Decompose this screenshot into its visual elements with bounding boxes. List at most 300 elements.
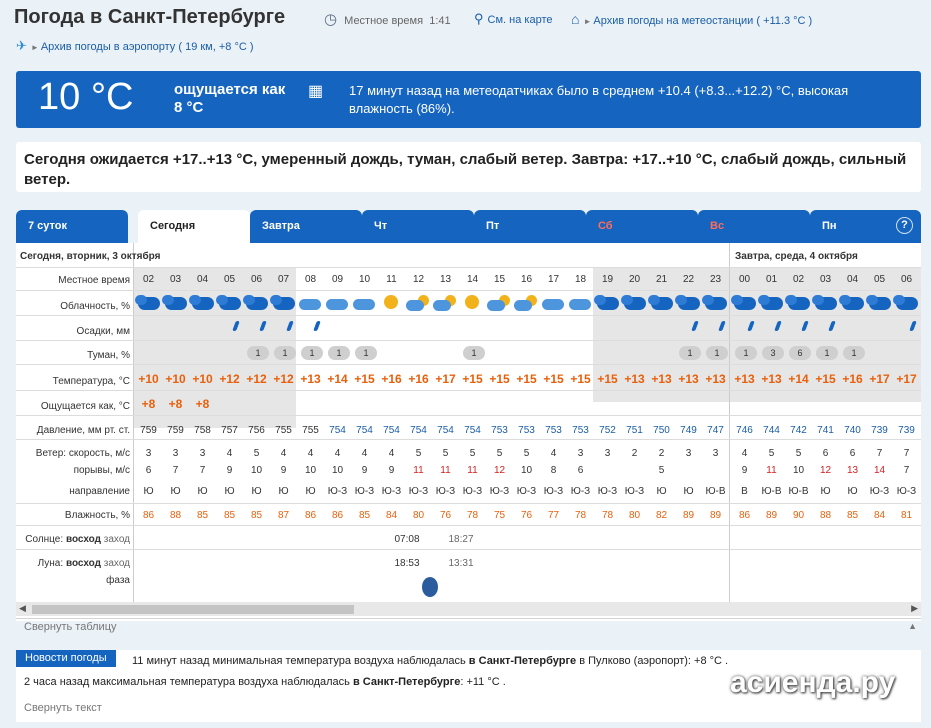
temperature-cell: +14	[327, 372, 348, 386]
station-archive-link[interactable]: ⌂ ► Архив погоды на метеостанции ( +11.3 °С )	[571, 11, 813, 27]
wind-gust-cell: 9	[226, 465, 233, 476]
tab-today[interactable]	[138, 210, 250, 243]
humidity-cell: 86	[142, 510, 155, 521]
wind-direction-cell: Ю-З	[489, 486, 510, 497]
wind-gust-cell: 12	[819, 465, 832, 476]
temperature-cell: +15	[516, 372, 537, 386]
wind-gust-cell: 10	[331, 465, 344, 476]
hour-cell: 02	[142, 274, 155, 285]
row-label-humidity: Влажность, %	[64, 510, 130, 521]
pressure-cell: 758	[194, 425, 211, 436]
humidity-cell: 88	[169, 510, 182, 521]
row-divider	[16, 390, 921, 391]
humidity-cell: 85	[250, 510, 263, 521]
overcast-icon	[785, 294, 811, 312]
map-link[interactable]	[474, 11, 552, 27]
rain-drop-icon	[313, 321, 321, 331]
hour-cell: 17	[547, 274, 560, 285]
sensor-message: 17 минут назад на метеодатчиках было в среднем +10.4 (+8.3...+12.2) °С, высокая влажность (86%).	[349, 83, 849, 116]
pressure-cell: 744	[763, 425, 780, 436]
overcast-icon	[893, 294, 919, 312]
news-city[interactable]: в Санкт-Петербурге	[352, 676, 461, 688]
wind-gust-cell: 10	[304, 465, 317, 476]
humidity-cell: 80	[628, 510, 641, 521]
pressure-cell: 739	[898, 425, 915, 436]
scroll-left-icon[interactable]: ◀	[19, 603, 26, 613]
news-city[interactable]: в Санкт-Петербурге	[468, 655, 577, 667]
temperature-cell: +13	[734, 372, 755, 386]
sunrise-time: 07:08	[394, 534, 420, 545]
hour-cell: 09	[331, 274, 344, 285]
feels-like: ощущается как 8 °C	[174, 81, 286, 116]
tab-7-days[interactable]	[16, 210, 128, 243]
moon-label: Луна:	[37, 558, 64, 569]
moonrise-label: восход	[65, 558, 101, 569]
tab-label: Пн	[822, 220, 837, 232]
humidity-cell: 89	[682, 510, 695, 521]
pressure-cell: 753	[545, 425, 562, 436]
wind-direction-cell: Ю-З	[327, 486, 348, 497]
wind-gust-cell: 9	[280, 465, 287, 476]
wind-direction-cell: Ю-З	[624, 486, 645, 497]
pressure-cell: 756	[248, 425, 265, 436]
temperature-cell: +16	[408, 372, 429, 386]
wind-direction-cell: Ю-З	[570, 486, 591, 497]
wind-direction-cell: Ю	[305, 486, 316, 497]
wind-gust-cell: 14	[873, 465, 886, 476]
page-header	[0, 0, 931, 60]
pressure-cell: 759	[167, 425, 184, 436]
wind-speed-cell: 3	[145, 448, 152, 459]
hour-cell: 02	[792, 274, 805, 285]
news-text: : +11 °С .	[460, 676, 506, 688]
overcast-icon	[648, 294, 674, 312]
wind-direction-cell: Ю-З	[543, 486, 564, 497]
wind-speed-cell: 3	[685, 448, 692, 459]
wind-speed-cell: 4	[280, 448, 287, 459]
temperature-cell: +15	[543, 372, 564, 386]
current-temperature: 10 °C	[38, 76, 134, 118]
wind-direction-cell: Ю-З	[381, 486, 402, 497]
wind-gust-cell: 11	[413, 465, 424, 476]
local-time-value: 1:41	[429, 15, 451, 27]
fog-icon: 1	[355, 346, 377, 360]
humidity-cell: 85	[358, 510, 371, 521]
temperature-cell: +17	[869, 372, 890, 386]
wind-direction-cell: Ю	[251, 486, 262, 497]
row-label-clouds: Облачность, %	[60, 301, 130, 312]
moonset-label: заход	[103, 558, 130, 569]
humidity-cell: 90	[792, 510, 805, 521]
pressure-cell: 755	[302, 425, 319, 436]
wind-gust-cell: 11	[467, 465, 478, 476]
airport-archive-label[interactable]: Архив погоды в аэропорту	[40, 41, 176, 53]
wind-direction-cell: Ю	[820, 486, 831, 497]
wind-speed-cell: 2	[631, 448, 638, 459]
wind-speed-cell: 3	[712, 448, 719, 459]
pressure-cell: 742	[790, 425, 807, 436]
pressure-cell: 740	[844, 425, 861, 436]
airport-info: ( 19 км, +8 °С )	[178, 41, 254, 53]
wind-speed-cell: 4	[334, 448, 341, 459]
day-tabs	[16, 210, 921, 243]
pressure-cell: 754	[383, 425, 400, 436]
hour-cell: 05	[873, 274, 886, 285]
wind-gust-cell: 10	[250, 465, 263, 476]
humidity-cell: 82	[655, 510, 668, 521]
wind-direction-cell: Ю	[847, 486, 858, 497]
moon-phase-icon	[422, 577, 438, 597]
fog-icon: 1	[247, 346, 269, 360]
overcast-icon	[162, 294, 188, 312]
wind-speed-cell: 7	[903, 448, 910, 459]
wind-gust-cell: 6	[145, 465, 152, 476]
airport-archive-link[interactable]: ✈ ► Архив погоды в аэропорту ( 19 км, +8 °С )	[16, 38, 254, 53]
pressure-cell: 749	[680, 425, 697, 436]
hour-cell: 12	[412, 274, 425, 285]
wind-speed-cell: 6	[822, 448, 829, 459]
humidity-cell: 85	[223, 510, 236, 521]
watermark-logo: асиенда.ру	[730, 666, 896, 699]
temperature-cell: +17	[435, 372, 456, 386]
building-icon: ▦	[308, 83, 324, 100]
wind-direction-cell: Ю-З	[354, 486, 375, 497]
wind-speed-cell: 5	[496, 448, 503, 459]
wind-direction-cell: Ю-З	[869, 486, 890, 497]
wind-gust-cell: 11	[440, 465, 451, 476]
hour-cell: 20	[628, 274, 641, 285]
row-label-precip: Осадки, мм	[76, 326, 130, 337]
current-weather-panel	[16, 71, 921, 128]
wind-gust-cell: 10	[792, 465, 805, 476]
sun-icon	[378, 294, 404, 312]
sunset-time: 18:27	[448, 534, 474, 545]
horizontal-scrollbar[interactable]	[16, 602, 921, 616]
temperature-cell: +15	[597, 372, 618, 386]
temperature-cell: +12	[246, 372, 267, 386]
today-date: Сегодня, вторник, 3 октября	[20, 251, 161, 262]
fog-icon: 1	[274, 346, 296, 360]
row-divider	[16, 364, 921, 365]
row-label-feels: Ощущается как, °С	[40, 401, 130, 412]
humidity-cell: 78	[574, 510, 587, 521]
row-label-fog: Туман, %	[87, 350, 130, 361]
feels-like-cell: +8	[195, 397, 210, 411]
row-divider	[16, 415, 921, 416]
hour-cell: 07	[277, 274, 290, 285]
wind-speed-cell: 5	[415, 448, 422, 459]
sunrise-label: восход	[65, 534, 101, 545]
news-text: 11 минут назад минимальная температура воздуха наблюдалась	[132, 655, 466, 667]
wind-speed-cell: 3	[577, 448, 584, 459]
pressure-cell: 750	[653, 425, 670, 436]
partly-cloudy-icon	[486, 294, 512, 312]
hour-cell: 22	[682, 274, 695, 285]
wind-speed-cell: 3	[172, 448, 179, 459]
sun-label: Солнце:	[25, 534, 64, 545]
wind-speed-cell: 4	[550, 448, 557, 459]
tab-label: Вс	[710, 220, 725, 232]
wind-speed-cell: 4	[226, 448, 233, 459]
wind-speed-cell: 2	[658, 448, 665, 459]
hour-cell: 03	[819, 274, 832, 285]
humidity-cell: 89	[765, 510, 778, 521]
wind-direction-cell: Ю-З	[435, 486, 456, 497]
wind-gust-cell: 10	[520, 465, 533, 476]
fog-icon: 3	[762, 346, 784, 360]
tab-label: Сегодня	[150, 220, 196, 232]
wind-speed-cell: 5	[768, 448, 775, 459]
wind-gust-cell: 12	[493, 465, 506, 476]
sunset-label: заход	[103, 534, 130, 545]
temperature-cell: +13	[651, 372, 672, 386]
wind-gust-cell: 9	[361, 465, 368, 476]
humidity-cell: 84	[873, 510, 886, 521]
row-divider	[16, 290, 921, 291]
wind-direction-cell: Ю	[170, 486, 181, 497]
pressure-cell: 752	[599, 425, 616, 436]
wind-speed-cell: 5	[253, 448, 260, 459]
wind-gust-cell: 13	[846, 465, 859, 476]
wind-gust-cell: 9	[388, 465, 395, 476]
scroll-right-icon[interactable]: ▶	[911, 603, 918, 613]
fog-icon: 1	[706, 346, 728, 360]
pressure-cell: 754	[464, 425, 481, 436]
humidity-cell: 85	[196, 510, 209, 521]
help-icon[interactable]: ?	[896, 217, 913, 234]
hour-cell: 10	[358, 274, 371, 285]
collapse-table-button[interactable]	[16, 618, 921, 635]
pressure-cell: 754	[437, 425, 454, 436]
partly-cloudy-icon	[432, 294, 458, 312]
wind-speed-cell: 3	[199, 448, 206, 459]
row-label-gusts: порывы, м/с	[73, 465, 130, 476]
pressure-cell: 759	[140, 425, 157, 436]
row-divider	[16, 267, 921, 268]
cloudy-icon	[540, 294, 566, 312]
hour-cell: 16	[520, 274, 533, 285]
temperature-cell: +15	[570, 372, 591, 386]
temperature-cell: +13	[624, 372, 645, 386]
tab-sun[interactable]	[698, 210, 810, 243]
weather-station-icon: ⌂	[571, 11, 580, 27]
wind-gust-cell: 11	[766, 465, 777, 476]
overcast-icon	[675, 294, 701, 312]
pressure-cell: 753	[518, 425, 535, 436]
pressure-cell: 753	[572, 425, 589, 436]
overcast-icon	[621, 294, 647, 312]
wind-speed-cell: 4	[307, 448, 314, 459]
wind-gust-cell: 5	[658, 465, 665, 476]
overcast-icon	[839, 294, 865, 312]
row-divider	[16, 340, 921, 341]
pressure-cell: 741	[817, 425, 834, 436]
row-divider	[16, 439, 921, 440]
wind-speed-cell: 5	[795, 448, 802, 459]
overcast-icon	[702, 294, 728, 312]
airplane-icon: ✈	[16, 38, 27, 53]
humidity-cell: 86	[738, 510, 751, 521]
wind-direction-cell: Ю	[683, 486, 694, 497]
tab-label: Чт	[374, 220, 388, 232]
pressure-cell: 746	[736, 425, 753, 436]
pressure-cell: 754	[410, 425, 427, 436]
temperature-cell: +15	[489, 372, 510, 386]
overcast-icon	[758, 294, 784, 312]
hour-cell: 00	[738, 274, 751, 285]
hour-cell: 04	[196, 274, 209, 285]
humidity-cell: 78	[601, 510, 614, 521]
row-label-moon	[16, 558, 130, 569]
wind-direction-cell: Ю-З	[462, 486, 483, 497]
tab-label: Сб	[598, 220, 613, 232]
news-text: 2 часа назад максимальная температура воздуха наблюдалась	[24, 676, 350, 688]
row-label-pressure: Давление, мм рт. ст.	[36, 425, 130, 436]
temperature-cell: +16	[842, 372, 863, 386]
row-divider	[16, 315, 921, 316]
scrollbar-thumb[interactable]	[32, 605, 354, 614]
hour-cell: 15	[493, 274, 506, 285]
hour-cell: 14	[466, 274, 479, 285]
news-title: Новости погоды	[16, 650, 116, 667]
map-link-label[interactable]: См. на карте	[487, 14, 553, 26]
hourly-table	[16, 243, 921, 621]
wind-gust-cell: 8	[550, 465, 557, 476]
hour-cell: 04	[846, 274, 859, 285]
hour-cell: 06	[250, 274, 263, 285]
wind-direction-cell: Ю	[224, 486, 235, 497]
partly-cloudy-icon	[513, 294, 539, 312]
wind-direction-cell: Ю	[143, 486, 154, 497]
wind-direction-cell: Ю	[656, 486, 667, 497]
overcast-icon	[594, 294, 620, 312]
wind-direction-cell: Ю-В	[761, 486, 782, 497]
overcast-icon	[812, 294, 838, 312]
temperature-cell: +15	[462, 372, 483, 386]
tab-label: 7 суток	[28, 220, 68, 232]
cloudy-icon	[324, 294, 350, 312]
collapse-text-button[interactable]: Свернуть текст	[24, 702, 102, 714]
wind-speed-cell: 3	[604, 448, 611, 459]
map-pin-icon: ⚲	[474, 11, 484, 26]
wind-speed-cell: 6	[849, 448, 856, 459]
fog-icon: 1	[679, 346, 701, 360]
news-item	[24, 676, 506, 688]
sun-icon	[459, 294, 485, 312]
humidity-cell: 77	[547, 510, 560, 521]
clock-icon: ◷	[324, 11, 338, 28]
news-item	[132, 655, 728, 667]
tab-fri[interactable]	[474, 210, 586, 243]
hour-cell: 01	[765, 274, 778, 285]
fog-icon: 1	[463, 346, 485, 360]
fog-icon: 1	[735, 346, 757, 360]
wind-direction-cell: Ю-В	[705, 486, 726, 497]
temperature-cell: +12	[219, 372, 240, 386]
row-label-phase: фаза	[106, 575, 130, 586]
station-temp: ( +11.3 °С )	[756, 15, 813, 27]
pressure-cell: 753	[491, 425, 508, 436]
cloudy-icon	[297, 294, 323, 312]
overcast-icon	[270, 294, 296, 312]
wind-gust-cell: 6	[577, 465, 584, 476]
overcast-icon	[189, 294, 215, 312]
pressure-cell: 754	[356, 425, 373, 436]
collapse-table-label: Свернуть таблицу	[24, 621, 117, 633]
tab-mon[interactable]	[810, 210, 921, 243]
humidity-cell: 86	[331, 510, 344, 521]
wind-gust-cell: 9	[741, 465, 748, 476]
wind-speed-cell: 7	[876, 448, 883, 459]
tab-tomorrow[interactable]	[250, 210, 362, 243]
hour-cell: 13	[439, 274, 452, 285]
overcast-icon	[243, 294, 269, 312]
page-title: Погода в Санкт-Петербурге	[14, 6, 286, 28]
moonset-time: 13:31	[448, 558, 474, 569]
row-divider	[16, 549, 921, 550]
tab-thu[interactable]	[362, 210, 474, 243]
temperature-cell: +16	[381, 372, 402, 386]
wind-gust-cell: 7	[903, 465, 910, 476]
local-time	[324, 10, 451, 28]
feels-like-cell: +8	[168, 397, 183, 411]
hour-cell: 21	[655, 274, 668, 285]
wind-direction-cell: Ю-З	[516, 486, 537, 497]
wind-speed-cell: 5	[442, 448, 449, 459]
wind-direction-cell: Ю-З	[896, 486, 917, 497]
humidity-cell: 88	[819, 510, 832, 521]
tab-label: Завтра	[262, 220, 300, 232]
pressure-cell: 757	[221, 425, 238, 436]
humidity-cell: 76	[520, 510, 533, 521]
local-time-label: Местное время	[344, 15, 424, 27]
wind-direction-cell: Ю-В	[788, 486, 809, 497]
humidity-cell: 85	[846, 510, 859, 521]
humidity-cell: 81	[900, 510, 913, 521]
hour-cell: 18	[574, 274, 587, 285]
wind-speed-cell: 5	[523, 448, 530, 459]
tab-label: Пт	[486, 220, 500, 232]
humidity-cell: 80	[412, 510, 425, 521]
tomorrow-date: Завтра, среда, 4 октября	[735, 251, 858, 262]
tab-sat[interactable]	[586, 210, 698, 243]
fog-icon: 1	[301, 346, 323, 360]
station-archive-label[interactable]: Архив погоды на метеостанции	[593, 15, 754, 27]
temperature-cell: +14	[788, 372, 809, 386]
cloudy-icon	[351, 294, 377, 312]
temperature-cell: +10	[138, 372, 159, 386]
pressure-cell: 751	[626, 425, 643, 436]
pressure-cell: 747	[707, 425, 724, 436]
wind-speed-cell: 4	[361, 448, 368, 459]
wind-gust-cell: 7	[172, 465, 179, 476]
chevron-up-icon: ▲	[908, 621, 917, 631]
overcast-icon	[731, 294, 757, 312]
fog-icon: 1	[328, 346, 350, 360]
temperature-cell: +15	[354, 372, 375, 386]
moonrise-time: 18:53	[394, 558, 420, 569]
temperature-cell: +15	[815, 372, 836, 386]
temperature-cell: +10	[192, 372, 213, 386]
wind-direction-cell: Ю-З	[408, 486, 429, 497]
pressure-cell: 755	[275, 425, 292, 436]
fog-icon: 1	[816, 346, 838, 360]
overcast-icon	[866, 294, 892, 312]
news-text: в Пулково (аэропорт): +8 °С .	[579, 655, 729, 667]
temperature-cell: +13	[761, 372, 782, 386]
pressure-cell: 754	[329, 425, 346, 436]
hour-cell: 11	[386, 274, 397, 285]
